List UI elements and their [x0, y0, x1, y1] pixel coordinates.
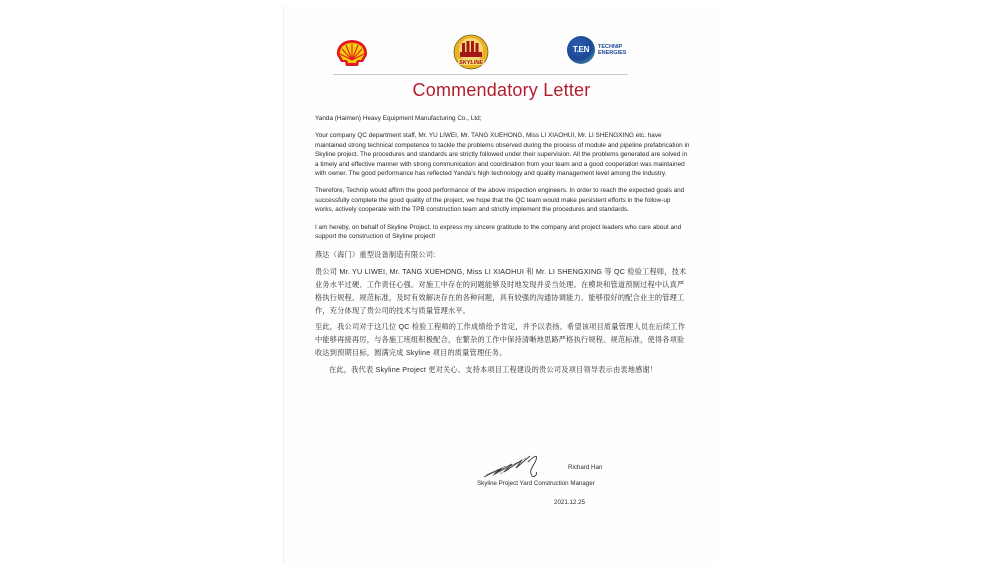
- signature-icon: [482, 450, 554, 480]
- chinese-paragraph-1: 贵公司 Mr. YU LIWEI, Mr. TANG XUEHONG, Miss LI XIAOHUI 和 Mr. LI SHENGXING 等 QC 检验工程师，技术业务水平过硬、工作责任心强。对施工中存在的问题能够及时地发现并妥当处理。在模块和管道预制过程中认真严格执行规程、规范标准，及时有效解决存在的各种问题，具有较强的沟通协调能力、能够很好的配合业主的管理工作，充分体现了贵公司的技术与质量管理水平。: [315, 267, 687, 315]
- skyline-logo-icon: [453, 34, 489, 70]
- letter-title: Commendatory Letter: [412, 80, 591, 100]
- ten-wordmark: [598, 44, 626, 56]
- chinese-paragraph-3: 在此，我代表 Skyline Project 更对关心、支持本项目工程建设的贵公司及项目领导表示由衷地感谢！: [329, 364, 658, 374]
- shell-logo-icon: [335, 38, 369, 68]
- chinese-salutation: 燕达（海门）重型设备制造有限公司:: [315, 250, 436, 260]
- ten-line1: TECHNIP: [598, 44, 623, 50]
- chinese-paragraph-2: 至此，我公司对于这几位 QC 检验工程师的工作成绩给予肯定，并予以表扬。希望该项目质量管理人员在后续工作中能够再接再厉，与各施工班组积极配合，在繁杂的工作中保持清晰地思路严格执行规程、规范标准，使得各项验收达到预期目标，圆满完成 Skyline 项目的质量管理任务。: [315, 322, 686, 358]
- english-salutation: Yanda (Haimen) Heavy Equipment Manufacturing Co., Ltd;: [315, 115, 482, 122]
- logo-header: [331, 34, 631, 74]
- letter-date: 2021.12.25: [554, 499, 585, 506]
- signatory-name: Richard Han: [568, 464, 603, 471]
- svg-text:SKYLINE: SKYLINE: [459, 60, 483, 66]
- letter-page: [283, 6, 719, 565]
- english-paragraph-2: Therefore, Technip would affirm the good performance of the above inspection engineers. In order to reach the expected goals and successfully complete the good quality of the project, we hope that the QC team would make persistent efforts in the follow-up works, actively cooperate with the TPB construction team and strictly implement the procedures and standards.: [315, 187, 685, 214]
- chinese-section: [315, 249, 690, 376]
- english-paragraph-3: I am hereby, on behalf of Skyline Project, to express my sincere gratitude to the company and project leaders who care about and support the construction of Skyline project!: [315, 223, 682, 241]
- ten-mark: T.EN: [567, 36, 595, 64]
- letter-body: [315, 114, 690, 381]
- english-paragraph-1: Your company QC department staff, Mr. YU LIWEI, Mr. TANG XUEHONG, Miss LI XIAOHUI, Mr. LI SHENGXING etc. have maintained strong technical competence to tackle the problems observed during the process of module and pipeline prefabrication in Skyline project. The procedures and standards are strictly followed under their supervision. All the problems generated are solved in a timely and effective manner with strong communication and coordination from your team and a good cooperation was maintained with owner. The good performance has reflected Yanda's high technology and quality management level among the industry.: [315, 132, 690, 178]
- header-divider: [333, 74, 628, 75]
- ten-line2: ENERGIES: [598, 50, 627, 56]
- signature-block: [444, 448, 664, 558]
- technip-energies-logo-icon: [567, 36, 637, 66]
- signatory-title: Skyline Project Yard Construction Manager: [477, 480, 595, 487]
